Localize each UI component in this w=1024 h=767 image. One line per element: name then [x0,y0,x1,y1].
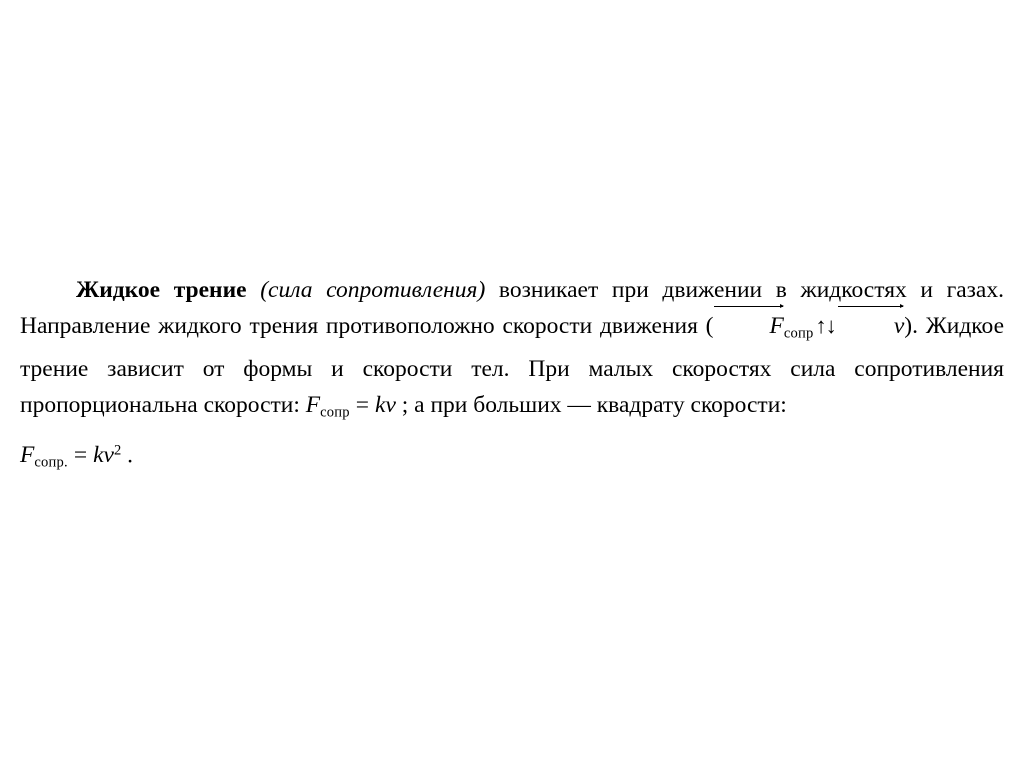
vector-arrow-overbar-v-icon [838,306,903,308]
formula-quadratic-drag-line [20,431,1004,481]
coefficient-k: k [375,392,386,419]
equals-sign-1: = [355,392,370,419]
vector-arrow-overbar-icon [714,306,783,308]
vector-v [838,308,904,344]
formula-direction [714,313,905,342]
text-segment-3: ; а при больших — квадрату скорости: [395,392,787,419]
space-1 [247,277,261,303]
text-segment-1: возникает при движении в жидкостях и газах. Направление жидкого трения противоположно скорости движения ( [20,277,1004,339]
velocity-v: v [385,392,396,419]
term-liquid-friction: Жидкое трение [76,277,247,303]
symbol-v: v [893,313,905,339]
velocity-v-2: v [103,442,114,469]
symbol-f-3: F [20,442,35,469]
subscript-sopr: сопр [783,325,814,342]
arrows-opposite-icon: ↑↓ [815,313,836,338]
equals-sign-2: = [73,442,88,469]
term-parenthetical: (сила сопротивления) [260,277,486,303]
coefficient-k-2: k [93,442,104,469]
symbol-f-2: F [305,392,321,419]
paragraph-liquid-friction [20,272,1004,431]
vector-f-sopr [714,308,784,344]
body-text-block [20,272,1004,481]
exponent-2: 2 [113,442,122,459]
subscript-sopr-2: сопр [320,404,350,421]
formula-linear-drag [305,392,396,421]
text-segment-2: ). Жидкое трение зависит от формы и скорости тел. При малых скоростях сила сопротивления пропорциональна скорости: [20,313,1004,419]
symbol-f: F [769,313,784,339]
text-segment-4: . [121,442,133,469]
formula-quadratic-drag [20,442,122,471]
subscript-sopr-3: сопр. [34,454,68,471]
